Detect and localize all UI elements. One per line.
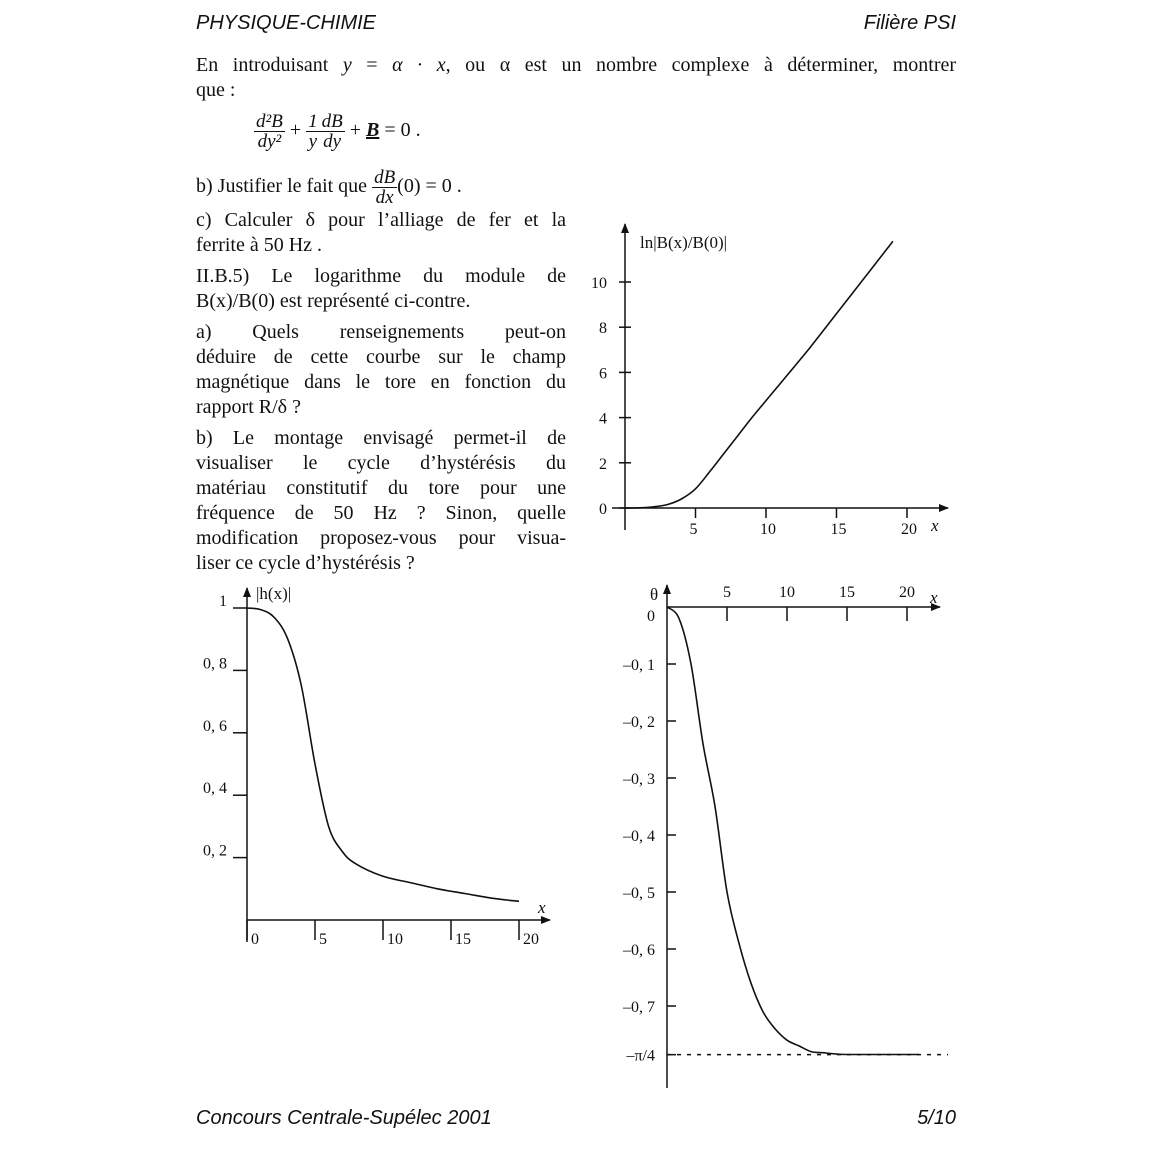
eq-B: B <box>365 119 380 142</box>
chart3-ytick-label: –0, 7 <box>623 999 655 1016</box>
chart2-ytick-label: 0, 6 <box>203 717 227 735</box>
iib5-line1: II.B.5) Le logarithme du module de <box>196 265 566 287</box>
qb2-line5: modification proposez-vous pour visua- <box>196 527 566 549</box>
page-header-subject: PHYSIQUE-CHIMIE <box>196 12 377 34</box>
chart3-xtick-label: 5 <box>723 584 731 601</box>
qa-line4: rapport R/δ ? <box>196 396 301 418</box>
chart1-ytick-label: 0 <box>599 501 607 518</box>
chart1-ylabel: ln|B(x)/B(0)| <box>640 233 728 252</box>
eq-den1: dy² <box>257 131 282 152</box>
qa-line3: magnétique dans le tore en fonction du <box>196 371 566 393</box>
chart2-ytick-label: 0, 2 <box>203 842 227 860</box>
chart3-ytick-label: 0 <box>647 608 655 625</box>
intro-text-c: est un nombre complexe à déterminer, montrer <box>524 54 957 76</box>
chart1-xtick-label: 20 <box>901 521 917 538</box>
iib5-line2: B(x)/B(0) est représenté ci-contre. <box>196 290 471 312</box>
page-header-track: Filière PSI <box>863 12 956 34</box>
intro-text-a: En introduisant <box>196 54 329 76</box>
qb-den: dx <box>375 187 394 208</box>
intro-text-d: que : <box>196 79 236 101</box>
chart3-ylabel: θ <box>650 585 659 604</box>
eq-rhs: = 0 . <box>384 119 421 142</box>
intro-var-y: y <box>342 54 352 76</box>
chart2-ytick-label: 0, 8 <box>203 655 227 673</box>
chart1-xtick-label: 5 <box>689 521 698 538</box>
chart2-xtick-label: 5 <box>319 931 327 948</box>
chart1-xlabel: x <box>931 516 939 535</box>
intro-alpha: α <box>499 54 511 76</box>
eq-num2: 1 <box>308 111 318 132</box>
chart2-xtick-label: 0 <box>251 931 259 948</box>
chart3-xtick-label: 10 <box>779 584 795 601</box>
intro-alpha-x: α · x <box>392 54 446 76</box>
chart3-curve <box>667 607 919 1055</box>
page-footer-contest: Concours Centrale-Supélec 2001 <box>196 1107 492 1129</box>
chart1-ytick-label: 10 <box>591 275 607 292</box>
chart1-xtick-label: 15 <box>830 521 847 538</box>
chart1-ytick-label: 6 <box>599 365 607 383</box>
chart1-ytick-label: 2 <box>599 455 607 473</box>
chart3-xlabel: x <box>930 588 938 607</box>
chart3-ytick-label: –0, 1 <box>623 657 655 674</box>
qb2-line1: b) Le montage envisagé permet-il de <box>196 427 566 449</box>
qc-line1: c) Calculer δ pour l’alliage de fer et la <box>196 209 566 231</box>
eq-num3: dB <box>321 111 343 132</box>
chart1-ytick-label: 8 <box>599 320 607 338</box>
eq-num1: d²B <box>256 111 283 132</box>
qc-line2: ferrite à 50 Hz . <box>196 234 323 256</box>
chart2-ylabel: |h(x)| <box>256 584 292 603</box>
chart3-ytick-label: –0, 2 <box>623 714 655 731</box>
chart2-xlabel: x <box>538 898 546 917</box>
eq-plus2: + <box>349 119 361 142</box>
chart2-xtick-label: 15 <box>455 931 471 948</box>
qa-line2: déduire de cette courbe sur le champ <box>196 346 566 368</box>
eq-den2: y <box>308 131 318 152</box>
qb-num: dB <box>374 167 396 188</box>
chart3-ytick-label: –0, 3 <box>623 771 655 788</box>
chart3-ytick-label: –0, 5 <box>623 885 655 902</box>
page-footer-page-number: 5/10 <box>917 1107 956 1129</box>
qb2-line4: fréquence de 50 Hz ? Sinon, quelle <box>196 502 566 524</box>
eq-plus1: + <box>289 119 302 142</box>
chart2-ytick-label: 1 <box>219 593 227 610</box>
qa-line1: a) Quels renseignements peut-on <box>196 321 566 343</box>
qb2-line2: visualiser le cycle d’hystérésis du <box>196 452 566 474</box>
chart3-ytick-label: –0, 4 <box>623 828 655 845</box>
chart3-xtick-label: 15 <box>839 584 855 601</box>
qb-rhs: (0) = 0 . <box>397 175 462 198</box>
intro-text-b: , ou <box>445 54 486 76</box>
chart2-xtick-label: 20 <box>523 931 539 948</box>
qb2-line6: liser ce cycle d’hystérésis ? <box>196 552 415 574</box>
chart3-xtick-label: 20 <box>899 584 915 601</box>
eq-den3: dy <box>323 131 342 152</box>
intro-eq: = <box>366 54 378 76</box>
chart1-xtick-label: 10 <box>760 521 776 538</box>
chart1-ytick-label: 4 <box>599 410 607 428</box>
chart3-ytick-label: –0, 6 <box>623 942 655 959</box>
chart3-ytick-label: –π/4 <box>626 1047 655 1065</box>
chart2-xtick-label: 10 <box>387 931 403 948</box>
qb2-line3: matériau constitutif du tore pour une <box>196 477 566 499</box>
chart2-ytick-label: 0, 4 <box>203 780 227 798</box>
qb-text: b) Justifier le fait que <box>196 175 368 198</box>
